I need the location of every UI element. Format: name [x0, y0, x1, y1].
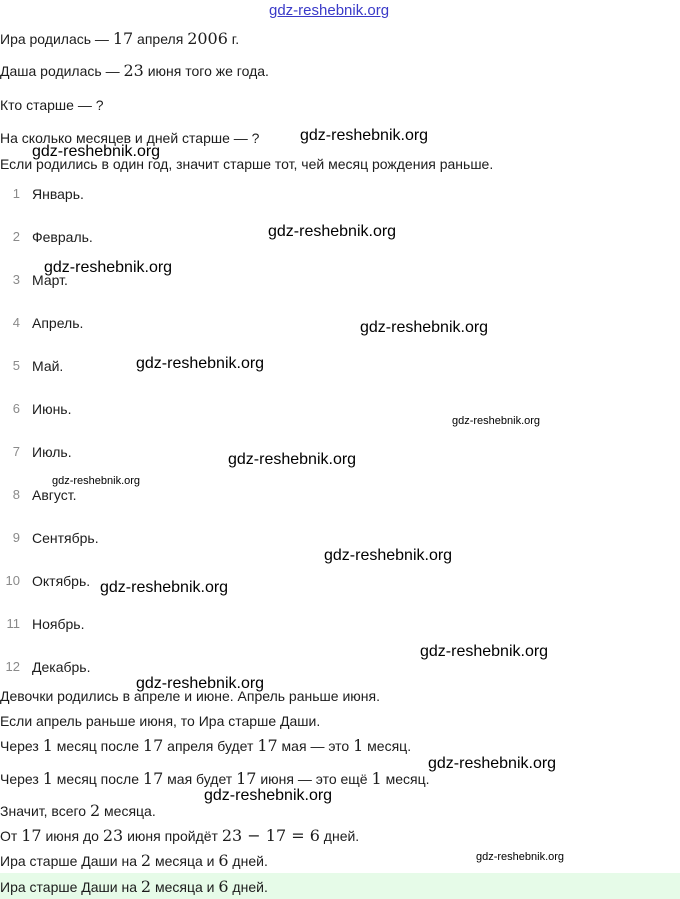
month-number: 5	[12, 358, 20, 373]
month-name: Июнь.	[32, 401, 72, 417]
month-name: Март.	[32, 272, 68, 288]
month-name: Апрель.	[32, 315, 84, 331]
solution-line: Через 1 месяц после 17 апреля будет 17 мая — это 1 месяц.	[0, 736, 412, 755]
month-name: Август.	[32, 487, 77, 503]
watermark: gdz-reshebnik.org	[100, 579, 229, 596]
month-name: Ноябрь.	[32, 616, 85, 632]
solution-line: Через 1 месяц после 17 мая будет 17 июня — это ещё 1 месяц.	[0, 769, 430, 788]
watermark: gdz-reshebnik.org	[300, 127, 429, 144]
month-number: 9	[12, 530, 20, 545]
question-who-older: Кто старше — ?	[0, 97, 104, 113]
watermark: gdz-reshebnik.org	[52, 475, 141, 487]
month-name: Октябрь.	[32, 573, 91, 589]
problem-line-ira: Ира родилась — 17 апреля 2006 г.	[0, 29, 240, 48]
watermark: gdz-reshebnik.org	[44, 259, 173, 276]
watermark: gdz-reshebnik.org	[228, 451, 357, 468]
solution-line: Если апрель раньше июня, то Ира старше Даши.	[0, 713, 321, 729]
answer-line: Ира старше Даши на 2 месяца и 6 дней.	[0, 877, 268, 896]
month-number: 12	[5, 659, 20, 674]
month-name: Январь.	[32, 186, 84, 202]
problem-line-dasha: Даша родилась — 23 июня того же года.	[0, 61, 269, 80]
solution-line: От 17 июня до 23 июня пройдёт 23 − 17 = 6 дней.	[0, 826, 360, 845]
watermark: gdz-reshebnik.org	[324, 547, 453, 564]
watermark: gdz-reshebnik.org	[420, 643, 549, 660]
month-name: Декабрь.	[32, 659, 91, 675]
month-name: Май.	[32, 358, 64, 374]
watermark: gdz-reshebnik.org	[136, 355, 265, 372]
month-number: 2	[12, 229, 20, 244]
solution-intro: Если родились в один год, значит старше тот, чей месяц рождения раньше.	[0, 156, 494, 172]
month-name: Февраль.	[32, 229, 93, 245]
watermark: gdz-reshebnik.org	[452, 415, 541, 427]
month-number: 10	[5, 573, 20, 588]
watermark: gdz-reshebnik.org	[204, 787, 333, 804]
question-how-much: На сколько месяцев и дней старше — ?	[0, 130, 260, 146]
month-number: 6	[12, 401, 20, 416]
watermark: gdz-reshebnik.org	[136, 675, 265, 692]
solution-line: Девочки родились в апреле и июне. Апрель раньше июня.	[0, 688, 380, 704]
month-name: Июль.	[32, 444, 72, 460]
watermark-top[interactable]: gdz-reshebnik.org	[269, 2, 390, 19]
solution-line: Ира старше Даши на 2 месяца и 6 дней.	[0, 851, 268, 870]
month-number: 8	[12, 487, 20, 502]
solution-line: Значит, всего 2 месяца.	[0, 801, 156, 820]
month-number: 7	[12, 444, 20, 459]
watermark: gdz-reshebnik.org	[428, 755, 557, 772]
month-number: 1	[12, 186, 20, 201]
watermark: gdz-reshebnik.org	[476, 851, 565, 863]
month-number: 3	[12, 272, 20, 287]
watermark: gdz-reshebnik.org	[360, 319, 489, 336]
month-number: 11	[6, 616, 20, 631]
month-name: Сентябрь.	[32, 530, 99, 546]
watermark: gdz-reshebnik.org	[32, 143, 161, 160]
watermark: gdz-reshebnik.org	[268, 223, 397, 240]
month-number: 4	[12, 315, 20, 330]
